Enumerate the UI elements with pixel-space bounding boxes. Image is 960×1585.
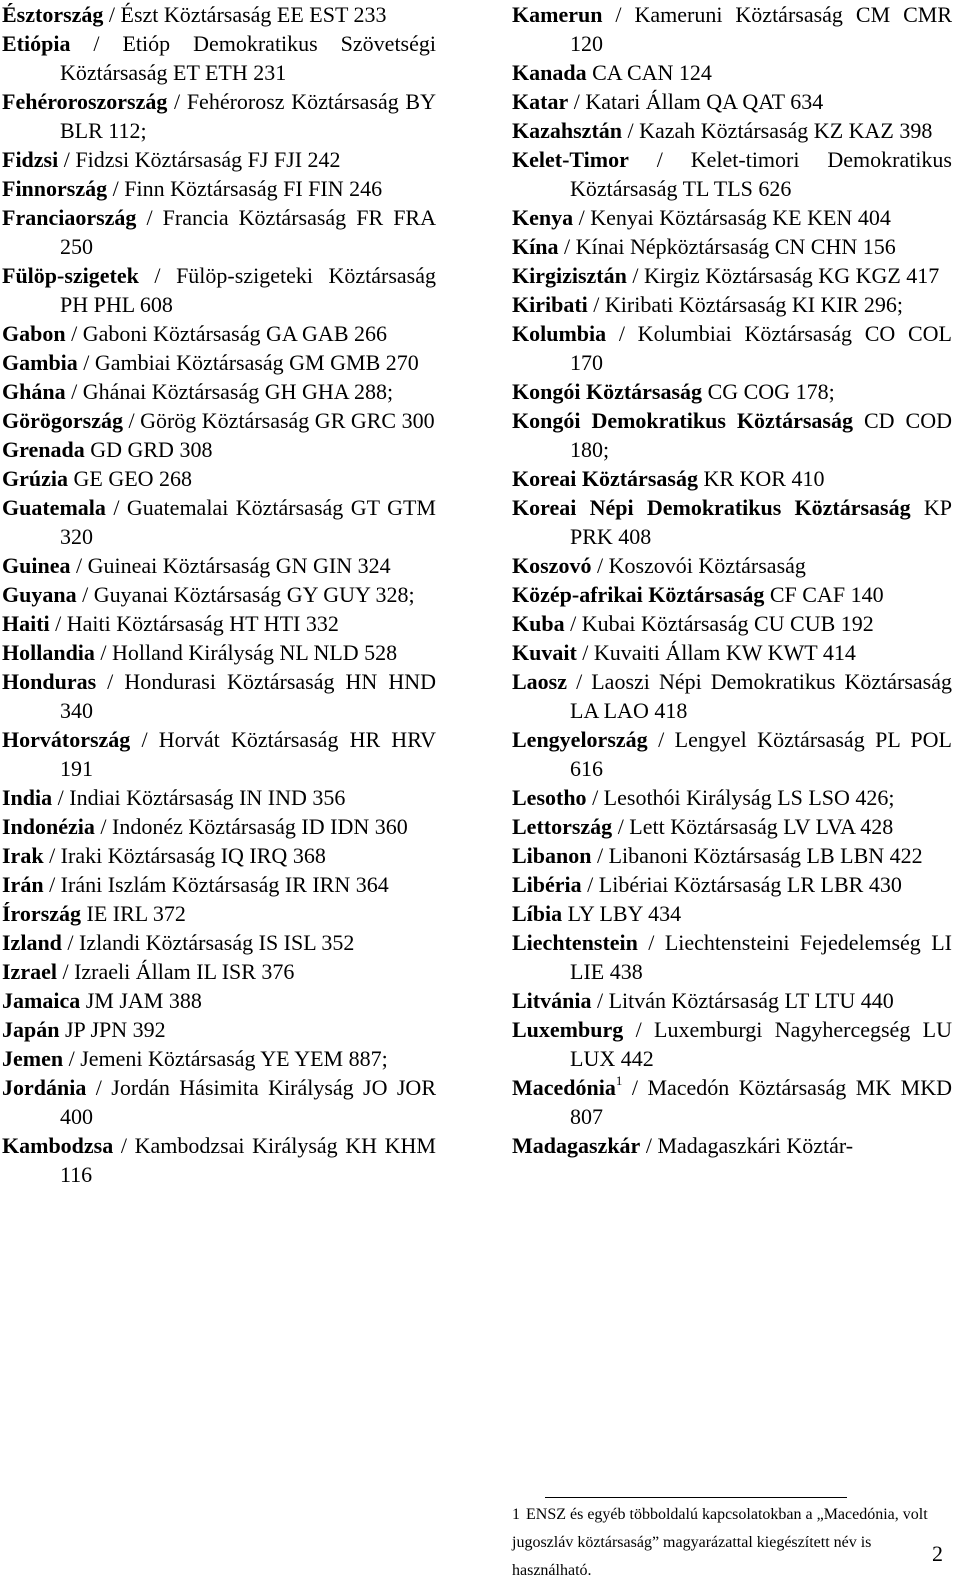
country-name: Finnország [2, 176, 108, 201]
country-name: Grenada [2, 437, 85, 462]
country-entry [2, 928, 436, 957]
country-name: Kongói Köztársaság [512, 379, 703, 404]
country-name: Macedónia [512, 1075, 616, 1100]
country-name: Gambia [2, 350, 78, 375]
country-entry [2, 783, 436, 812]
country-details: / Lesothói Királyság LS LSO 426; [586, 785, 895, 810]
country-name: Görögország [2, 408, 123, 433]
country-name: Kambodzsa [2, 1133, 114, 1158]
country-details: / Laoszi Népi Demokratikus Köztársaság LA LAO 418 [567, 669, 952, 723]
country-entry [512, 493, 952, 551]
country-details: / Kazah Köztársaság KZ KAZ 398 [622, 118, 933, 143]
country-name: Litvánia [512, 988, 592, 1013]
country-entry [512, 899, 952, 928]
country-entry [2, 29, 436, 87]
country-details: / Kuvaiti Állam KW KWT 414 [576, 640, 856, 665]
country-details: CA CAN 124 [586, 60, 712, 85]
country-details: CF CAF 140 [764, 582, 884, 607]
country-entry [2, 435, 436, 464]
country-entry [2, 551, 436, 580]
country-details: / Iraki Köztársaság IQ IRQ 368 [43, 843, 326, 868]
country-name: Honduras [2, 669, 97, 694]
footnote-reference: 1 [615, 1073, 623, 1088]
country-entry [512, 638, 952, 667]
country-entry [512, 580, 952, 609]
country-details: / Kambodzsai Királyság KH KHM 116 [60, 1133, 436, 1187]
country-details: / Kameruni Köztársaság CM CMR 120 [570, 2, 952, 56]
country-name: Kirgizisztán [512, 263, 627, 288]
country-name: Guyana [2, 582, 77, 607]
country-details: / Hondurasi Köztársaság HN HND 340 [60, 669, 436, 723]
country-details: / Jemeni Köztársaság YE YEM 887; [63, 1046, 388, 1071]
country-name: Madagaszkár [512, 1133, 641, 1158]
country-entry [2, 319, 436, 348]
country-name: Guinea [2, 553, 71, 578]
country-entry [512, 986, 952, 1015]
country-name: India [2, 785, 53, 810]
country-details: / Lengyel Köztársaság PL POL 616 [570, 727, 952, 781]
country-details: / Indonéz Köztársaság ID IDN 360 [94, 814, 408, 839]
country-details: KR KOR 410 [697, 466, 825, 491]
country-name: Liechtenstein [512, 930, 638, 955]
country-entry [512, 406, 952, 464]
country-details: CG COG 178; [702, 379, 835, 404]
country-name: Irán [2, 872, 44, 897]
footnote-marker: 1 [512, 1506, 520, 1523]
country-details: / Guatemalai Köztársaság GT GTM 320 [60, 495, 436, 549]
country-details: GE GEO 268 [68, 466, 193, 491]
country-details: / Izraeli Állam IL ISR 376 [56, 959, 295, 984]
country-name: Luxemburg [512, 1017, 624, 1042]
country-entry [512, 464, 952, 493]
country-entry [2, 464, 436, 493]
country-entry [512, 1131, 952, 1160]
country-details: / Gambiai Köztársaság GM GMB 270 [77, 350, 419, 375]
country-name: Kuvait [512, 640, 577, 665]
country-entry [512, 1015, 952, 1073]
country-details: / Haiti Köztársaság HT HTI 332 [49, 611, 339, 636]
country-name: Katar [512, 89, 569, 114]
country-entry [2, 870, 436, 899]
country-name: Japán [2, 1017, 60, 1042]
country-entry [2, 841, 436, 870]
country-details: / Kirgiz Köztársaság KG KGZ 417 [626, 263, 940, 288]
country-details: / Kolumbiai Köztársaság CO COL 170 [570, 321, 952, 375]
country-details: / Guineai Köztársaság GN GIN 324 [70, 553, 391, 578]
country-entry [2, 812, 436, 841]
country-name: Fehéroroszország [2, 89, 168, 114]
country-details: / Litván Köztársaság LT LTU 440 [591, 988, 894, 1013]
country-entry [512, 812, 952, 841]
country-name: Lesotho [512, 785, 587, 810]
country-details: / Kubai Köztársaság CU CUB 192 [564, 611, 874, 636]
country-name: Kazahsztán [512, 118, 622, 143]
country-details: / Fidzsi Köztársaság FJ FJI 242 [58, 147, 341, 172]
country-name: Lettország [512, 814, 613, 839]
country-details: / Kínai Népköztársaság CN CHN 156 [558, 234, 896, 259]
right-column [512, 0, 952, 1160]
country-name: Ghána [2, 379, 66, 404]
country-details: IE IRL 372 [81, 901, 186, 926]
country-name: Kína [512, 234, 559, 259]
country-name: Horvátország [2, 727, 131, 752]
country-details: / Katari Állam QA QAT 634 [568, 89, 824, 114]
country-entry [512, 551, 952, 580]
country-entry [512, 232, 952, 261]
country-details: / Ghánai Köztársaság GH GHA 288; [65, 379, 394, 404]
country-name: Fülöp-szigetek [2, 263, 139, 288]
country-details: / Kiribati Köztársaság KI KIR 296; [587, 292, 904, 317]
country-details: KP PRK 408 [570, 495, 952, 549]
country-entry [2, 1073, 436, 1131]
country-details: JM JAM 388 [80, 988, 202, 1013]
country-entry [512, 87, 952, 116]
country-details: / Francia Köztársaság FR FRA 250 [60, 205, 436, 259]
country-name: Etiópia [2, 31, 71, 56]
country-name: Észtország [2, 2, 104, 27]
country-entry [2, 1131, 436, 1189]
country-name: Kamerun [512, 2, 603, 27]
country-entry [512, 319, 952, 377]
country-details: / Lett Köztársaság LV LVA 428 [612, 814, 894, 839]
country-entry [2, 725, 436, 783]
country-entry [512, 377, 952, 406]
country-name: Jemen [2, 1046, 64, 1071]
country-name: Kuba [512, 611, 565, 636]
footnote-separator [545, 1497, 847, 1498]
country-entry [2, 87, 436, 145]
country-entry [512, 145, 952, 203]
country-details: / Észt Köztársaság EE EST 233 [103, 2, 387, 27]
country-entry [2, 203, 436, 261]
country-name: Libanon [512, 843, 592, 868]
country-entry [512, 667, 952, 725]
country-name: Közép-afrikai Köztársaság [512, 582, 765, 607]
country-entry [2, 638, 436, 667]
country-name: Jamaica [2, 988, 81, 1013]
country-entry [2, 1044, 436, 1073]
country-name: Fidzsi [2, 147, 59, 172]
country-details: GD GRD 308 [84, 437, 213, 462]
country-entry [2, 377, 436, 406]
country-name: Indonézia [2, 814, 95, 839]
country-details: / Iráni Iszlám Köztársaság IR IRN 364 [43, 872, 389, 897]
country-details: JP JPN 392 [59, 1017, 166, 1042]
country-name: Kenya [512, 205, 574, 230]
country-entry [512, 116, 952, 145]
page-number: 2 [932, 1541, 943, 1566]
country-entry [512, 928, 952, 986]
country-details: / Liechtensteini Fejedelemség LI LIE 438 [570, 930, 952, 984]
country-entry [2, 1015, 436, 1044]
country-details: / Macedón Köztársaság MK MKD 807 [570, 1075, 952, 1129]
country-name: Koreai Népi Demokratikus Köztársaság [512, 495, 911, 520]
country-name: Kongói Demokratikus Köztársaság [512, 408, 853, 433]
country-entry [512, 609, 952, 638]
country-entry [2, 667, 436, 725]
country-details: / Libériai Köztársaság LR LBR 430 [581, 872, 902, 897]
country-name: Kolumbia [512, 321, 607, 346]
country-name: Líbia [512, 901, 563, 926]
country-name: Koszovó [512, 553, 592, 578]
country-details: CD COD 180; [570, 408, 953, 462]
country-details: / Madagaszkári Köztár- [640, 1133, 854, 1158]
country-entry [2, 609, 436, 638]
country-entry [2, 580, 436, 609]
country-name: Izland [2, 930, 62, 955]
country-entry [512, 725, 952, 783]
country-details: / Luxemburgi Nagyhercegség LU LUX 442 [570, 1017, 952, 1071]
country-entry [2, 957, 436, 986]
country-name: Grúzia [2, 466, 68, 491]
country-name: Guatemala [2, 495, 106, 520]
country-entry [512, 783, 952, 812]
country-details: / Libanoni Köztársaság LB LBN 422 [591, 843, 923, 868]
footnote [512, 1501, 932, 1585]
country-details: / Fehérorosz Köztársaság BY BLR 112; [60, 89, 436, 143]
country-entry [512, 290, 952, 319]
country-name: Libéria [512, 872, 582, 897]
country-entry [512, 870, 952, 899]
country-name: Franciaország [2, 205, 137, 230]
country-entry [2, 899, 436, 928]
country-entry [512, 0, 952, 58]
country-details: / Guyanai Köztársaság GY GUY 328; [76, 582, 415, 607]
country-name: Lengyelország [512, 727, 648, 752]
country-entry [2, 493, 436, 551]
country-details: / Etióp Demokratikus Szövetségi Köztársaság ET ETH 231 [60, 31, 436, 85]
country-name: Laosz [512, 669, 567, 694]
country-name: Kiribati [512, 292, 588, 317]
country-entry [2, 986, 436, 1015]
country-name: Hollandia [2, 640, 95, 665]
country-details: / Gaboni Köztársaság GA GAB 266 [65, 321, 387, 346]
country-details: / Izlandi Köztársaság IS ISL 352 [61, 930, 355, 955]
country-entry [512, 58, 952, 87]
country-entry [2, 348, 436, 377]
country-details: / Jordán Hásimita Királyság JO JOR 400 [60, 1075, 436, 1129]
country-details: / Horvát Köztársaság HR HRV 191 [60, 727, 436, 781]
country-details: / Kenyai Köztársaság KE KEN 404 [573, 205, 891, 230]
country-entry [2, 145, 436, 174]
footnote-text: ENSZ és egyéb többoldalú kapcsolatokban a „Macedónia, volt jugoszláv köztársaság” magyarázattal kiegészített név is használható. [512, 1506, 928, 1579]
country-name: Kanada [512, 60, 587, 85]
country-details: / Finn Köztársaság FI FIN 246 [107, 176, 383, 201]
country-name: Írország [2, 901, 82, 926]
country-entry [2, 406, 436, 435]
country-details: / Indiai Köztársaság IN IND 356 [52, 785, 346, 810]
country-name: Gabon [2, 321, 66, 346]
country-name: Haiti [2, 611, 50, 636]
country-details: / Kelet-timori Demokratikus Köztársaság TL TLS 626 [570, 147, 952, 201]
country-entry [2, 0, 436, 29]
country-details: LY LBY 434 [562, 901, 682, 926]
country-entry [512, 261, 952, 290]
left-column [2, 0, 436, 1189]
country-name: Jordánia [2, 1075, 87, 1100]
country-entry [512, 1073, 952, 1131]
country-name: Koreai Köztársaság [512, 466, 698, 491]
country-name: Irak [2, 843, 44, 868]
country-entry [512, 203, 952, 232]
country-details: / Holland Királyság NL NLD 528 [94, 640, 398, 665]
country-name: Izrael [2, 959, 57, 984]
country-entry [2, 174, 436, 203]
country-entry [2, 261, 436, 319]
country-entry [512, 841, 952, 870]
country-details: / Görög Köztársaság GR GRC 300 [122, 408, 435, 433]
country-details: / Fülöp-szigeteki Köztársaság PH PHL 608 [60, 263, 436, 317]
country-name: Kelet-Timor [512, 147, 629, 172]
country-details: / Koszovói Köztársaság [591, 553, 806, 578]
